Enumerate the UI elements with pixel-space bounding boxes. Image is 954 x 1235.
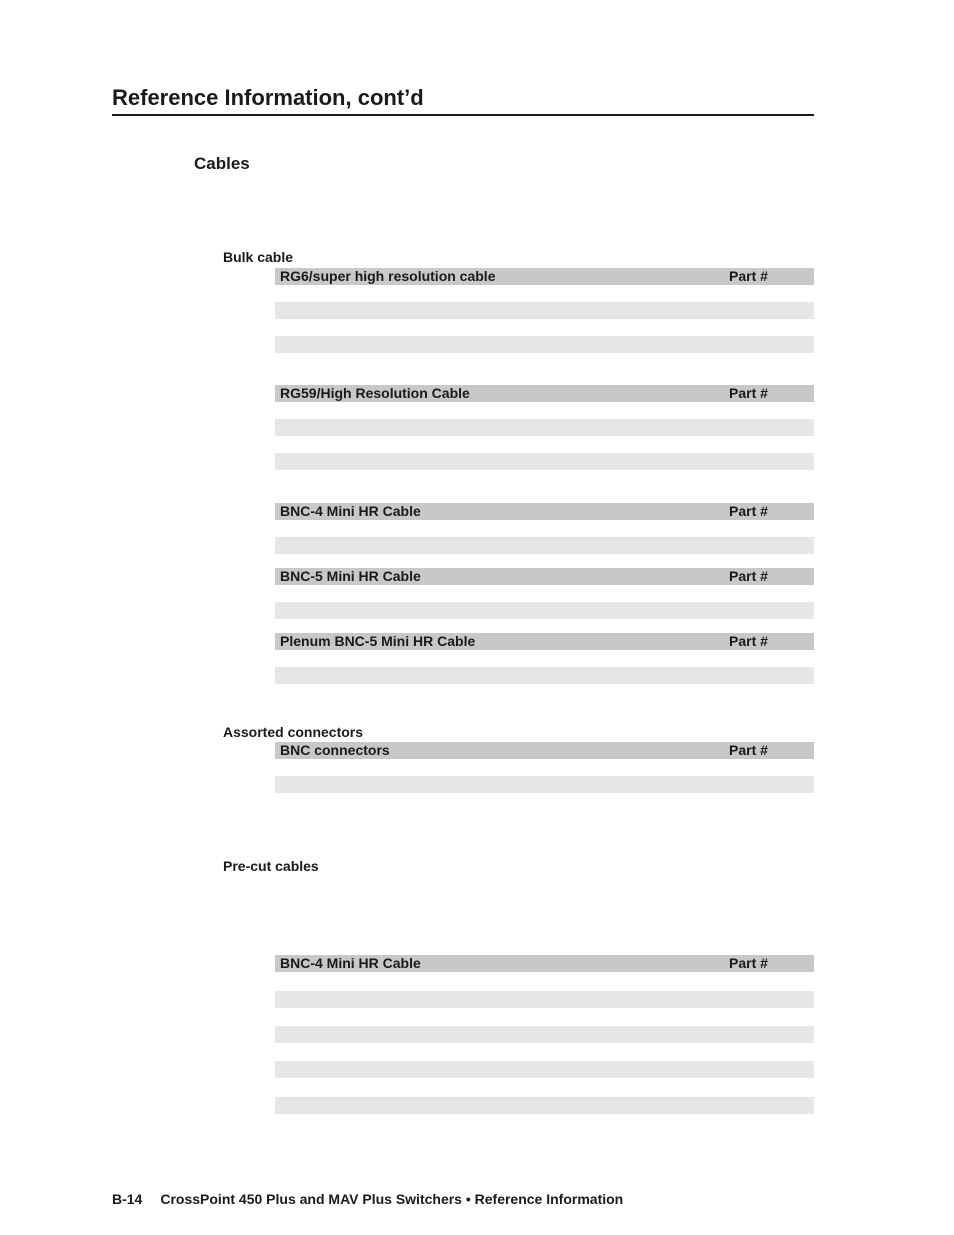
table-header-label: BNC-4 Mini HR Cable <box>280 503 421 519</box>
table-row <box>275 302 814 319</box>
table-header <box>275 503 814 520</box>
table-header-part: Part # <box>729 385 768 401</box>
table-header-part: Part # <box>729 633 768 649</box>
table-header-part: Part # <box>729 268 768 284</box>
table-header <box>275 742 814 759</box>
table-header-part: Part # <box>729 568 768 584</box>
subhead-pre-cut-cables: Pre-cut cables <box>223 858 319 874</box>
table-row <box>275 972 814 991</box>
table-header-label: RG6/super high resolution cable <box>280 268 496 284</box>
table-header-part: Part # <box>729 742 768 758</box>
table-header-label: Plenum BNC-5 Mini HR Cable <box>280 633 476 649</box>
table-header <box>275 568 814 585</box>
table-row <box>275 759 814 776</box>
table-row <box>275 1078 814 1097</box>
table-header-label: BNC connectors <box>280 742 390 758</box>
page-title: Reference Information, cont’d <box>112 84 814 116</box>
section-title-cables: Cables <box>194 154 250 173</box>
table-header-label: BNC-5 Mini HR Cable <box>280 568 421 584</box>
table-row <box>275 402 814 419</box>
table-bnc5-cable <box>275 568 814 619</box>
table-row <box>275 453 814 470</box>
table-rg59-cable <box>275 385 814 470</box>
table-row <box>275 1026 814 1043</box>
table-rg6-cable <box>275 268 814 353</box>
subhead-assorted-connectors: Assorted connectors <box>223 724 364 740</box>
table-header-label: RG59/High Resolution Cable <box>280 385 470 401</box>
page-footer <box>112 1191 623 1207</box>
table-bnc-connectors <box>275 742 814 793</box>
table-row <box>275 336 814 353</box>
footer-text: CrossPoint 450 Plus and MAV Plus Switchers • Reference Information <box>160 1191 624 1207</box>
table-row <box>275 436 814 453</box>
table-row <box>275 776 814 793</box>
table-row <box>275 319 814 336</box>
table-row <box>275 585 814 602</box>
table-bnc4-cable <box>275 503 814 554</box>
table-row <box>275 1008 814 1026</box>
table-header-part: Part # <box>729 955 768 971</box>
table-precut-bnc4-cable <box>275 955 814 1114</box>
table-row <box>275 650 814 667</box>
table-header <box>275 955 814 972</box>
table-header-part: Part # <box>729 503 768 519</box>
table-header <box>275 633 814 650</box>
page-number: B-14 <box>112 1191 143 1207</box>
table-row <box>275 991 814 1008</box>
table-row <box>275 667 814 684</box>
subhead-bulk-cable: Bulk cable <box>223 249 294 265</box>
table-row <box>275 285 814 302</box>
table-header <box>275 385 814 402</box>
table-row <box>275 1061 814 1078</box>
table-row <box>275 419 814 436</box>
table-plenum-bnc5-cable <box>275 633 814 684</box>
table-row <box>275 1097 814 1114</box>
table-header-label: BNC-4 Mini HR Cable <box>280 955 421 971</box>
table-row <box>275 537 814 554</box>
table-row <box>275 520 814 537</box>
table-row <box>275 1043 814 1061</box>
table-header <box>275 268 814 285</box>
table-row <box>275 602 814 619</box>
